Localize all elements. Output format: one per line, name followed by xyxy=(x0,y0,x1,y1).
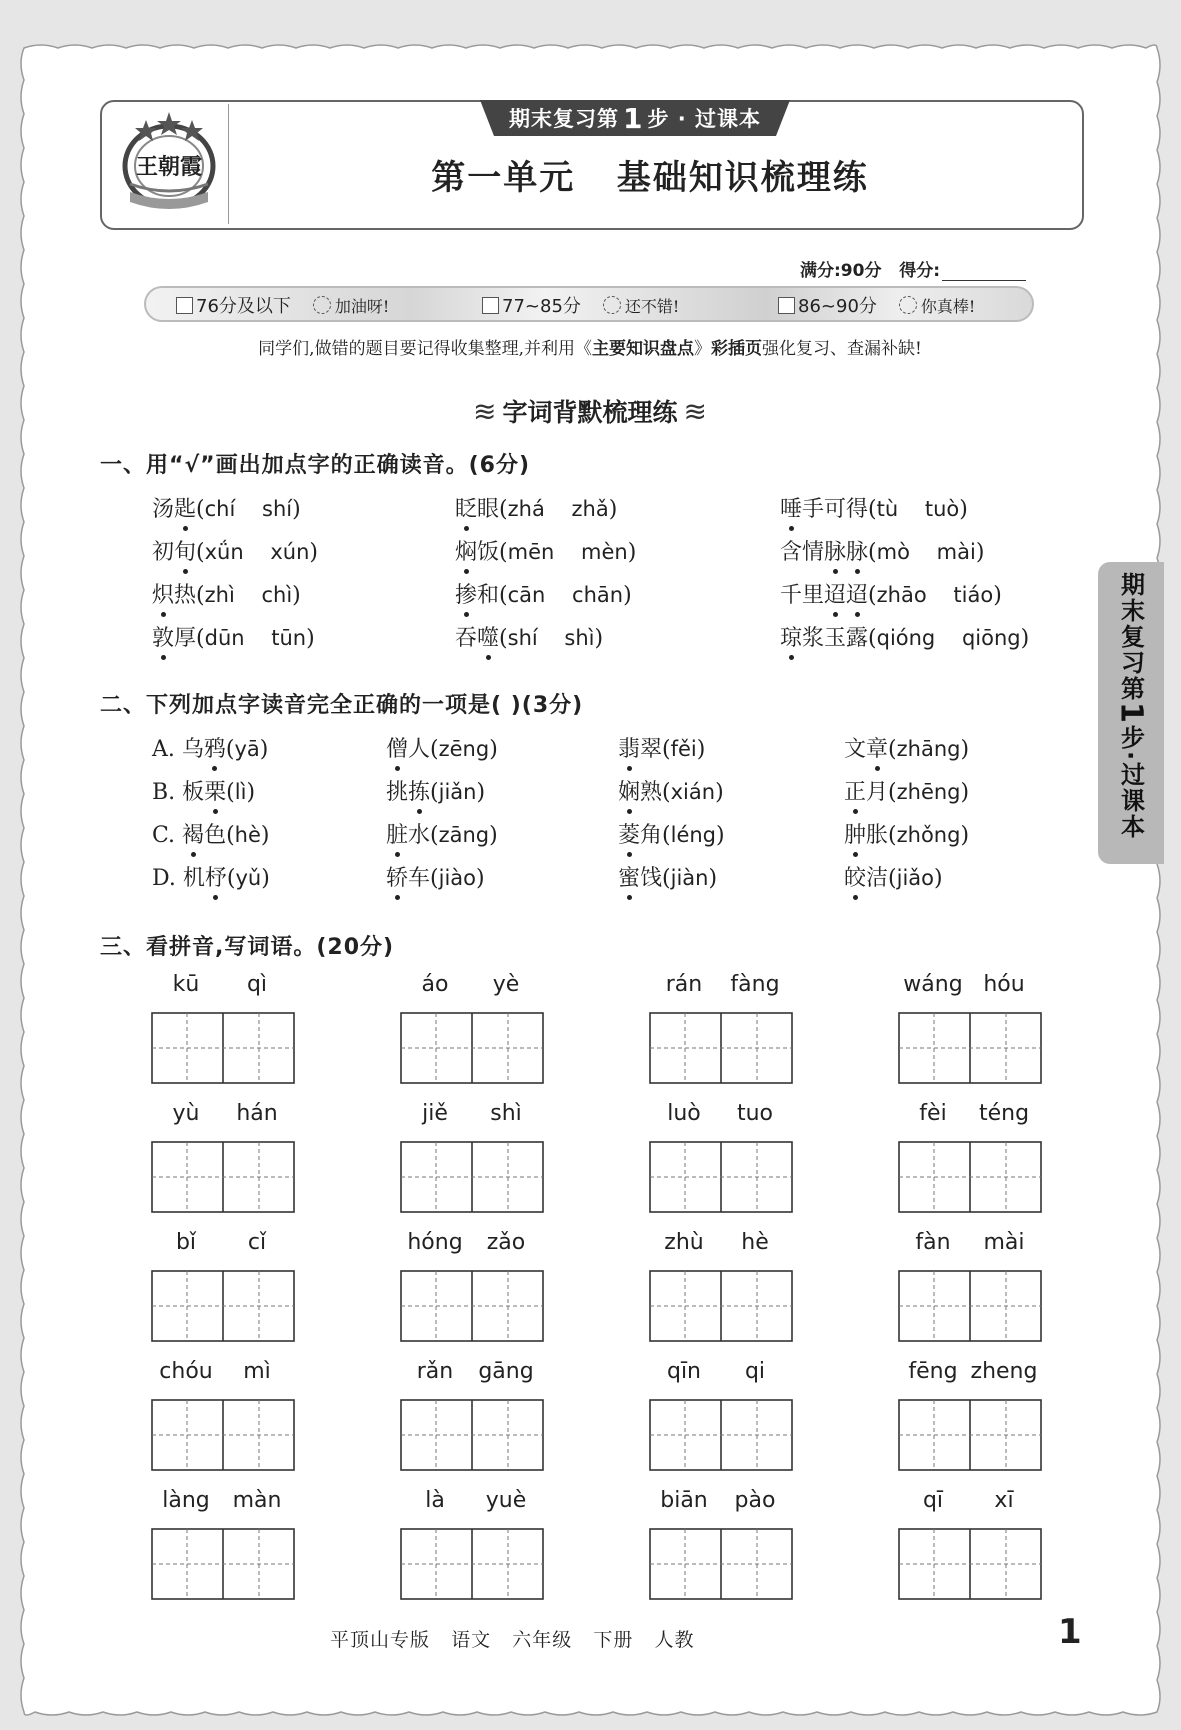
item-text: ) xyxy=(608,497,618,522)
dotted-char: 褐 xyxy=(182,818,204,849)
dotted-char: 章 xyxy=(866,732,888,763)
item-text: ) xyxy=(489,823,498,848)
pinyin-syllable: màn xyxy=(232,1488,282,1513)
dotted-char: 鸦 xyxy=(204,732,226,763)
dotted-char: 翡 xyxy=(618,732,640,763)
q1-item xyxy=(152,578,301,609)
item-text: ( xyxy=(196,540,205,565)
dotted-char: 迢 xyxy=(846,578,868,609)
pinyin-syllable: zheng xyxy=(970,1359,1038,1384)
tianzige-box[interactable] xyxy=(649,1399,793,1471)
item-text: 眼( xyxy=(477,497,508,522)
rating-option-3 xyxy=(778,292,975,318)
dotted-char xyxy=(152,583,174,608)
dotted-char: 焖 xyxy=(455,535,477,566)
dotted-char xyxy=(844,780,866,805)
dotted-char: 僧 xyxy=(386,732,408,763)
rating-range: 77~85分 xyxy=(502,296,581,317)
pinyin-options[interactable]: zhì chì xyxy=(204,583,293,607)
dotted-char xyxy=(618,823,640,848)
item-text: 胀( xyxy=(866,823,897,848)
rating-checkbox-3[interactable] xyxy=(778,297,795,314)
q2-option xyxy=(844,818,969,849)
q1-item xyxy=(455,535,636,566)
item-text: ) xyxy=(960,823,970,848)
item-text: ) xyxy=(309,540,319,565)
question-1-title: 一、用“√”画出加点字的正确读音。(6分) xyxy=(100,453,531,478)
pinyin-syllable: hè xyxy=(741,1230,769,1255)
pinyin-syllable: pào xyxy=(734,1488,776,1513)
dotted-char xyxy=(204,737,226,762)
item-text: 角( xyxy=(640,823,671,848)
dotted-char xyxy=(205,866,227,891)
item-text: 洁( xyxy=(866,866,897,891)
q1-item xyxy=(455,578,632,609)
score-blank[interactable] xyxy=(942,264,1026,281)
tianzige-box[interactable] xyxy=(151,1528,295,1600)
pinyin-syllable: qī xyxy=(922,1488,944,1513)
pinyin-syllable: bǐ xyxy=(175,1230,197,1255)
q2-option xyxy=(844,775,969,806)
dotted-char xyxy=(824,540,868,565)
dotted-char xyxy=(618,780,640,805)
pinyin-options[interactable]: shí shì xyxy=(507,626,595,650)
side-tab-suffix: 步·过课本 xyxy=(1116,724,1145,840)
pinyin-syllable: mì xyxy=(243,1359,271,1384)
q2-option xyxy=(386,861,485,892)
score-label: 得分: xyxy=(899,261,941,281)
dotted-char: 旬 xyxy=(174,535,196,566)
pinyin-syllable: biān xyxy=(660,1488,708,1513)
q2-option xyxy=(618,732,705,763)
dotted-char xyxy=(455,497,477,522)
q1-item xyxy=(780,578,1002,609)
reminder-bold: 主要知识盘点 xyxy=(591,339,694,359)
section-heading xyxy=(100,393,1080,429)
tianzige-box[interactable] xyxy=(400,1270,544,1342)
smiley-icon xyxy=(899,296,917,314)
item-text: ) xyxy=(960,780,970,805)
q1-item xyxy=(152,492,301,523)
pinyin-syllable: làng xyxy=(162,1488,210,1513)
pinyin-syllable: là xyxy=(425,1488,445,1513)
tianzige-box[interactable] xyxy=(898,1528,1042,1600)
item-text: ( xyxy=(226,866,236,891)
footer: 平顶山专版 语文 六年级 下册 人教 xyxy=(330,1629,695,1651)
dotted-char xyxy=(780,497,802,522)
dotted-char xyxy=(618,866,640,891)
pinyin-syllable: mài xyxy=(983,1230,1025,1255)
tianzige-box[interactable] xyxy=(400,1399,544,1471)
wave-icon: ≋ xyxy=(683,395,707,428)
q1-item xyxy=(780,492,968,523)
q1-item xyxy=(152,621,315,652)
dotted-char: 轿 xyxy=(386,861,408,892)
rating-checkbox-1[interactable] xyxy=(176,297,193,314)
pinyin-syllable: wáng xyxy=(903,972,963,997)
item-text: 文 xyxy=(844,737,867,762)
item-text: ) xyxy=(975,540,985,565)
section-heading-text: 字词背默梳理练 xyxy=(502,398,678,427)
dotted-char: 菱 xyxy=(618,818,640,849)
item-text: B. 板 xyxy=(152,780,205,805)
q2-option xyxy=(152,775,255,806)
pinyin-options[interactable]: yǔ xyxy=(235,866,262,890)
pinyin-syllable: shì xyxy=(490,1101,522,1126)
pinyin-options[interactable]: qióng qiōng xyxy=(876,626,1021,650)
tianzige-box[interactable] xyxy=(151,1141,295,1213)
dotted-char xyxy=(455,540,477,565)
item-text: ) xyxy=(246,780,256,805)
page-title: 第一单元 基础知识梳理练 xyxy=(431,158,869,198)
question-2-title: 二、下列加点字读音完全正确的一项是( )(3分) xyxy=(100,693,584,718)
dotted-char xyxy=(618,737,640,762)
item-text: 车( xyxy=(408,866,439,891)
q1-item xyxy=(780,621,1029,652)
tianzige-box[interactable] xyxy=(898,1012,1042,1084)
question-3-title: 三、看拼音,写词语。(20分) xyxy=(100,935,395,960)
pinyin-syllable: fàng xyxy=(730,972,780,997)
pinyin-options[interactable]: jiǎo xyxy=(896,866,934,890)
pinyin-syllable: qi xyxy=(744,1359,766,1384)
dotted-char xyxy=(386,737,408,762)
dotted-char xyxy=(780,626,802,651)
dotted-char xyxy=(844,866,866,891)
item-text: ) xyxy=(696,737,706,762)
q2-option xyxy=(844,732,969,763)
pinyin-syllable: téng xyxy=(978,1101,1030,1126)
rating-checkbox-2[interactable] xyxy=(482,297,499,314)
smiley-icon xyxy=(313,296,331,314)
q2-option xyxy=(152,732,268,763)
pinyin-syllable: rǎn xyxy=(416,1359,454,1384)
dotted-char: 杼 xyxy=(205,861,227,892)
pinyin-options[interactable]: hè xyxy=(234,823,261,847)
pinyin-options[interactable]: jiǎn xyxy=(438,780,477,804)
tianzige-box[interactable] xyxy=(649,1270,793,1342)
reminder-part: 》 xyxy=(693,339,711,359)
full-score: 满分:90分 xyxy=(800,261,882,281)
item-text: 千里 xyxy=(780,583,825,608)
rating-option-2 xyxy=(482,292,679,318)
pinyin-options[interactable]: cān chān xyxy=(507,583,624,607)
dotted-char xyxy=(408,780,430,805)
pinyin-options[interactable]: xǘn xún xyxy=(204,540,310,564)
pinyin-syllable: zǎo xyxy=(486,1230,526,1255)
dotted-char xyxy=(386,866,408,891)
reminder-bold: 彩插页 xyxy=(710,339,762,359)
dotted-char xyxy=(204,780,226,805)
item-text: C. xyxy=(152,823,183,848)
tianzige-box[interactable] xyxy=(898,1141,1042,1213)
pinyin-syllable: kū xyxy=(172,972,200,997)
item-text: 热( xyxy=(174,583,205,608)
item-text: ) xyxy=(716,823,725,848)
dotted-char: 脏 xyxy=(386,818,408,849)
pinyin-syllable: zhù xyxy=(664,1230,704,1255)
pinyin-options[interactable]: jiàn xyxy=(670,866,709,890)
q2-option xyxy=(618,775,724,806)
dotted-char xyxy=(174,540,196,565)
pinyin-syllable: fēng xyxy=(908,1359,958,1384)
pinyin-syllable: hán xyxy=(236,1101,278,1126)
item-text: 饭( xyxy=(477,540,508,565)
pinyin-options[interactable]: zhāng xyxy=(896,737,961,761)
pinyin-options[interactable]: tù tuò xyxy=(876,497,960,521)
dotted-char: 炽 xyxy=(152,578,174,609)
item-text: ) xyxy=(993,583,1002,608)
pinyin-options[interactable]: zēng xyxy=(438,737,490,761)
item-text: 人( xyxy=(408,737,439,762)
rating-comment: 你真棒! xyxy=(920,296,976,316)
item-text: ) xyxy=(260,823,270,848)
item-text: 色( xyxy=(204,823,235,848)
tianzige-box[interactable] xyxy=(400,1528,544,1600)
rating-comment: 加油呀! xyxy=(334,296,390,316)
dotted-char: 敦 xyxy=(152,621,174,652)
tianzige-box[interactable] xyxy=(151,1270,295,1342)
item-text: 吞 xyxy=(455,626,478,651)
dotted-char xyxy=(152,626,174,651)
tianzige-box[interactable] xyxy=(151,1399,295,1471)
pinyin-syllable: rán xyxy=(665,972,703,997)
side-tab-number: 1 xyxy=(1113,702,1149,725)
header-tab-number: 1 xyxy=(622,101,644,135)
pinyin-syllable: qīn xyxy=(666,1359,702,1384)
item-text: 翠( xyxy=(640,737,671,762)
dotted-char xyxy=(386,823,408,848)
dotted-char: 掺 xyxy=(455,578,477,609)
dotted-char: 眨 xyxy=(455,492,477,523)
item-text: ) xyxy=(292,583,301,608)
q2-option xyxy=(152,861,270,892)
pinyin-syllable: yuè xyxy=(485,1488,527,1513)
item-text: ) xyxy=(708,866,718,891)
item-text: ) xyxy=(476,780,486,805)
tianzige-box[interactable] xyxy=(400,1141,544,1213)
pinyin-options[interactable]: zāng xyxy=(438,823,490,847)
item-text: 浆玉露( xyxy=(802,626,877,651)
item-text: 和( xyxy=(477,583,508,608)
tianzige-box[interactable] xyxy=(898,1399,1042,1471)
pinyin-syllable: xī xyxy=(994,1488,1014,1513)
item-text: ) xyxy=(623,583,632,608)
reminder-text xyxy=(100,334,1080,359)
pinyin-options[interactable]: zhǒng xyxy=(896,823,961,847)
pinyin-syllable: gāng xyxy=(478,1359,534,1384)
item-text: ) xyxy=(627,540,637,565)
pinyin-syllable: chóu xyxy=(159,1359,213,1384)
pinyin-options[interactable]: yā xyxy=(234,737,260,761)
q1-item xyxy=(455,621,603,652)
item-text: ) xyxy=(715,780,724,805)
reminder-part: 同学们,做错的题目要记得收集整理,并利用《 xyxy=(258,339,592,359)
item-text: ( xyxy=(868,583,877,608)
pinyin-options[interactable]: zhá zhǎ xyxy=(507,497,609,521)
dotted-char xyxy=(866,737,888,762)
rating-comment: 还不错! xyxy=(624,296,680,316)
tianzige-box[interactable] xyxy=(898,1270,1042,1342)
q1-item xyxy=(780,535,984,566)
dotted-char: 琼 xyxy=(780,621,802,652)
pinyin-syllable: hóu xyxy=(983,972,1025,997)
item-text: ) xyxy=(259,737,269,762)
pinyin-options[interactable]: zhāo tiáo xyxy=(876,583,994,607)
score-line xyxy=(800,256,1026,281)
dotted-char xyxy=(455,583,477,608)
pinyin-options[interactable]: chí shí xyxy=(204,497,293,521)
pinyin-syllable: luò xyxy=(667,1101,701,1126)
dotted-char: 肿 xyxy=(844,818,866,849)
logo-text: 王朝霞 xyxy=(135,154,203,180)
tianzige-box[interactable] xyxy=(649,1141,793,1213)
pinyin-syllable: áo xyxy=(421,972,449,997)
rating-range: 76分及以下 xyxy=(196,296,291,317)
pinyin-syllable: jiě xyxy=(422,1101,448,1126)
q2-option xyxy=(386,732,498,763)
side-tab-text xyxy=(1098,572,1164,862)
item-text: ( xyxy=(888,737,897,762)
item-text: 手可得( xyxy=(802,497,877,522)
pinyin-syllable: hóng xyxy=(407,1230,463,1255)
dotted-char: 正 xyxy=(844,775,866,806)
item-text: ) xyxy=(1020,626,1030,651)
wave-icon: ≋ xyxy=(473,395,497,428)
q2-option xyxy=(386,818,498,849)
dotted-char xyxy=(182,823,204,848)
item-text: ) xyxy=(476,866,485,891)
pinyin-options[interactable]: jiào xyxy=(438,866,476,890)
header-tab-prefix: 期末复习第 xyxy=(508,107,619,131)
q2-option xyxy=(844,861,943,892)
item-text: ) xyxy=(261,866,270,891)
q1-item xyxy=(152,535,318,566)
item-text: ) xyxy=(292,497,301,522)
item-text: ) xyxy=(959,497,968,522)
pinyin-options[interactable]: mēn mèn xyxy=(507,540,628,564)
item-text: ) xyxy=(489,737,498,762)
item-text: ( xyxy=(226,780,235,805)
item-text: ( xyxy=(430,780,439,805)
logo-divider xyxy=(228,104,229,224)
item-text: ( xyxy=(196,497,205,522)
pinyin-syllable: yè xyxy=(492,972,520,997)
item-text: ) xyxy=(306,626,315,651)
item-text: 饯( xyxy=(640,866,671,891)
dotted-char: 匙 xyxy=(174,492,196,523)
dotted-char: 栗 xyxy=(204,775,226,806)
rating-range: 86~90分 xyxy=(798,296,877,317)
pinyin-syllable: tuo xyxy=(736,1101,774,1126)
q2-option xyxy=(618,818,725,849)
dotted-char: 噬 xyxy=(477,621,499,652)
tianzige-box[interactable] xyxy=(649,1012,793,1084)
dotted-char xyxy=(844,823,866,848)
item-text: 月( xyxy=(866,780,897,805)
dotted-char: 拣 xyxy=(408,775,430,806)
header-tab xyxy=(480,100,790,136)
dotted-char xyxy=(174,497,196,522)
q2-option xyxy=(386,775,485,806)
pinyin-options[interactable]: léng xyxy=(670,823,717,847)
item-text: ( xyxy=(225,737,235,762)
item-text: 挑 xyxy=(386,780,409,805)
pinyin-options[interactable]: dūn tūn xyxy=(204,626,307,650)
item-text: D. 机 xyxy=(152,866,205,891)
pinyin-syllable: fèi xyxy=(919,1101,947,1126)
item-text: 初 xyxy=(152,540,175,565)
smiley-icon xyxy=(603,296,621,314)
item-text: 含情 xyxy=(780,540,825,565)
dotted-char xyxy=(477,626,499,651)
rating-option-1 xyxy=(176,292,389,318)
pinyin-options[interactable]: zhēng xyxy=(896,780,961,804)
q2-option xyxy=(152,818,269,849)
tianzige-box[interactable] xyxy=(151,1012,295,1084)
item-text: ) xyxy=(594,626,604,651)
tianzige-box[interactable] xyxy=(649,1528,793,1600)
item-text: 熟( xyxy=(640,780,671,805)
item-text: ( xyxy=(868,540,877,565)
dotted-char: 迢 xyxy=(824,578,846,609)
item-text: 水( xyxy=(408,823,439,848)
dotted-char: 娴 xyxy=(618,775,640,806)
item-text: 汤 xyxy=(152,497,175,522)
pinyin-syllable: cǐ xyxy=(247,1230,267,1255)
pinyin-options[interactable]: fěi xyxy=(670,737,697,761)
q2-option xyxy=(618,861,717,892)
header-tab-suffix: 步 · 过课本 xyxy=(647,107,762,131)
item-text: A. 乌 xyxy=(152,737,204,762)
q1-item xyxy=(455,492,617,523)
item-text: ( xyxy=(499,626,508,651)
tianzige-box[interactable] xyxy=(400,1012,544,1084)
dotted-char xyxy=(824,583,868,608)
side-tab-prefix: 期末复习第 xyxy=(1116,572,1145,702)
item-text: ) xyxy=(960,737,970,762)
item-text: 厚( xyxy=(174,626,205,651)
dotted-char: 皎 xyxy=(844,861,866,892)
reminder-part: 强化复习、查漏补缺! xyxy=(761,339,922,359)
dotted-char: 蜜 xyxy=(618,861,640,892)
item-text: ) xyxy=(934,866,943,891)
pinyin-syllable: qì xyxy=(246,972,268,997)
dotted-char: 唾 xyxy=(780,492,802,523)
pinyin-syllable: yù xyxy=(172,1101,200,1126)
pinyin-syllable: fàn xyxy=(915,1230,951,1255)
dotted-char: 脉 xyxy=(846,535,868,566)
logo-seal-icon xyxy=(116,106,222,220)
pinyin-options[interactable]: lì xyxy=(234,780,247,804)
page-number: 1 xyxy=(1058,1612,1082,1652)
pinyin-options[interactable]: xián xyxy=(670,780,716,804)
pinyin-options[interactable]: mò mài xyxy=(876,540,976,564)
dotted-char: 脉 xyxy=(824,535,846,566)
